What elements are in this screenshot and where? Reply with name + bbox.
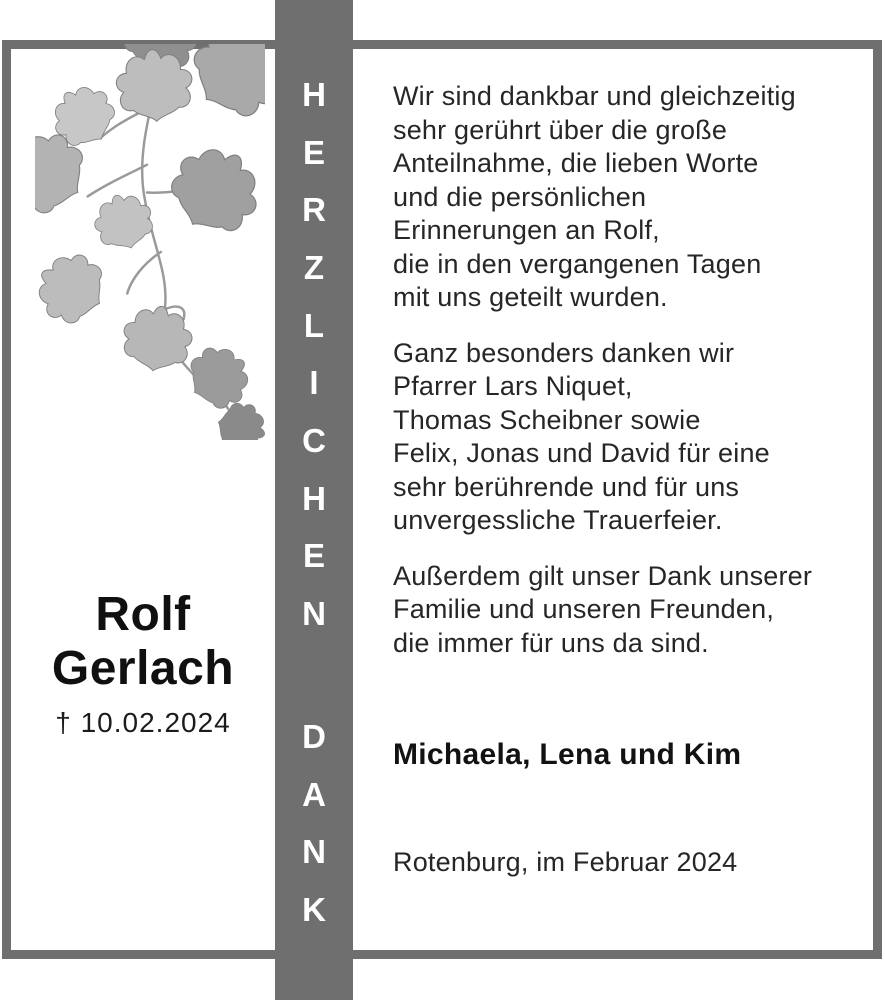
message-line: Ganz besonders danken wir — [393, 337, 735, 368]
message-line: sehr berührende und für uns — [393, 471, 740, 502]
band-letter: H — [302, 479, 326, 517]
deceased-name — [11, 588, 275, 696]
message-line: Thomas Scheibner sowie — [393, 404, 701, 435]
band-letter: N — [302, 595, 326, 633]
message-paragraph-3 — [393, 560, 871, 661]
message-line: mit uns geteilt wurden. — [393, 282, 668, 312]
message-paragraph-2 — [393, 337, 871, 538]
deceased-last-name: Gerlach — [51, 642, 235, 695]
death-date: † 10.02.2024 — [55, 707, 231, 738]
ivy-branch-image — [35, 44, 265, 440]
band-letter: H — [302, 75, 326, 113]
message-line: unvergessliche Trauerfeier. — [393, 505, 723, 535]
band-letter: I — [309, 364, 319, 402]
message-line: Außerdem gilt unser Dank unserer — [393, 560, 813, 591]
message-column — [393, 0, 871, 879]
message-line: Wir sind dankbar und gleichzeitig — [393, 81, 796, 111]
band-letter: N — [302, 833, 326, 871]
band-letter: D — [302, 717, 326, 755]
band-letter: C — [302, 421, 326, 459]
message-line: und die persönlichen — [393, 181, 647, 212]
band-word-dank — [275, 708, 353, 939]
message-line: sehr gerührt über die große — [393, 114, 728, 145]
message-line: Anteilnahme, die lieben Worte — [393, 148, 759, 178]
band-letter: K — [302, 890, 326, 928]
message-line: Familie und unseren Freunden, — [393, 594, 775, 624]
signature-names: Michaela, Lena und Kim — [393, 738, 742, 771]
message-line: Erinnerungen an Rolf, — [393, 215, 660, 245]
message-line: Pfarrer Lars Niquet, — [393, 371, 633, 401]
vertical-band — [275, 0, 353, 1000]
deceased-first-name: Rolf — [95, 588, 191, 641]
band-letter: L — [303, 306, 325, 344]
deceased-name-block — [11, 588, 275, 739]
message-line: Felix, Jonas und David für eine — [393, 438, 770, 468]
band-letter: A — [302, 775, 326, 813]
place-date-line: Rotenburg, im Februar 2024 — [393, 846, 738, 877]
band-word-herzlichen — [275, 66, 353, 643]
message-line: die immer für uns da sind. — [393, 627, 709, 658]
message-line: die in den vergangenen Tagen — [393, 248, 762, 279]
band-letter: Z — [303, 248, 325, 286]
band-letter: E — [302, 133, 325, 171]
band-letter: R — [302, 191, 326, 229]
message-paragraph-1 — [393, 80, 871, 315]
band-letter: E — [302, 537, 325, 575]
